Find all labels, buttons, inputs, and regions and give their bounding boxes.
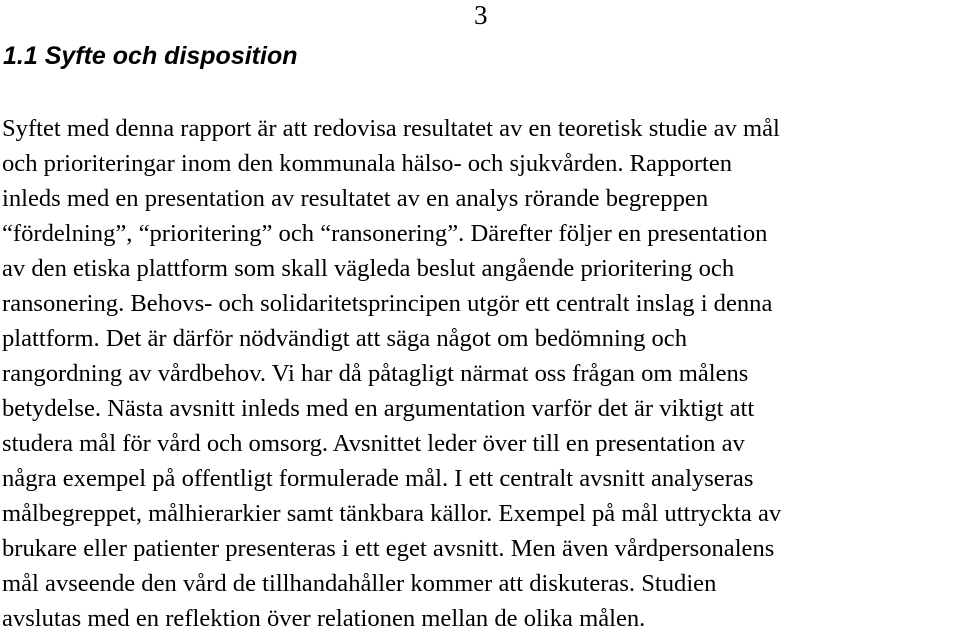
paragraph-line-15: avslutas med en reflektion över relationen mellan de olika målen.: [2, 605, 646, 632]
body-paragraph: [2, 111, 958, 636]
paragraph-line-10: studera mål för vård och omsorg. Avsnittet leder över till en presentation av: [2, 430, 745, 457]
paragraph-line-14: mål avseende den vård de tillhandahåller kommer att diskuteras. Studien: [2, 570, 717, 597]
paragraph-line-12: målbegreppet, målhierarkier samt tänkbara källor. Exempel på mål uttryckta av: [2, 500, 782, 527]
paragraph-line-13: brukare eller patienter presenteras i ett eget avsnitt. Men även vårdpersonalens: [2, 535, 775, 562]
paragraph-line-1: Syftet med denna rapport är att redovisa resultatet av en teoretisk studie av mål: [2, 115, 780, 142]
paragraph-line-2: och prioriteringar inom den kommunala hälso- och sjukvården. Rapporten: [2, 150, 733, 177]
paragraph-line-8: rangordning av vårdbehov. Vi har då påtagligt närmat oss frågan om målens: [2, 360, 749, 387]
section-heading: 1.1 Syfte och disposition: [3, 42, 298, 70]
paragraph-line-4: “fördelning”, “prioritering” och “ransonering”. Därefter följer en presentation: [2, 220, 768, 247]
paragraph-line-7: plattform. Det är därför nödvändigt att säga något om bedömning och: [2, 325, 688, 352]
paragraph-line-11: några exempel på offentligt formulerade mål. I ett centralt avsnitt analyseras: [2, 465, 754, 492]
paragraph-line-6: ransonering. Behovs- och solidaritetsprincipen utgör ett centralt inslag i denna: [2, 290, 773, 317]
paragraph-line-9: betydelse. Nästa avsnitt inleds med en argumentation varför det är viktigt att: [2, 395, 755, 422]
paragraph-line-3: inleds med en presentation av resultatet av en analys rörande begreppen: [2, 185, 709, 212]
paragraph-line-5: av den etiska plattform som skall vägleda beslut angående prioritering och: [2, 255, 735, 282]
page-number: 3: [474, 0, 488, 30]
